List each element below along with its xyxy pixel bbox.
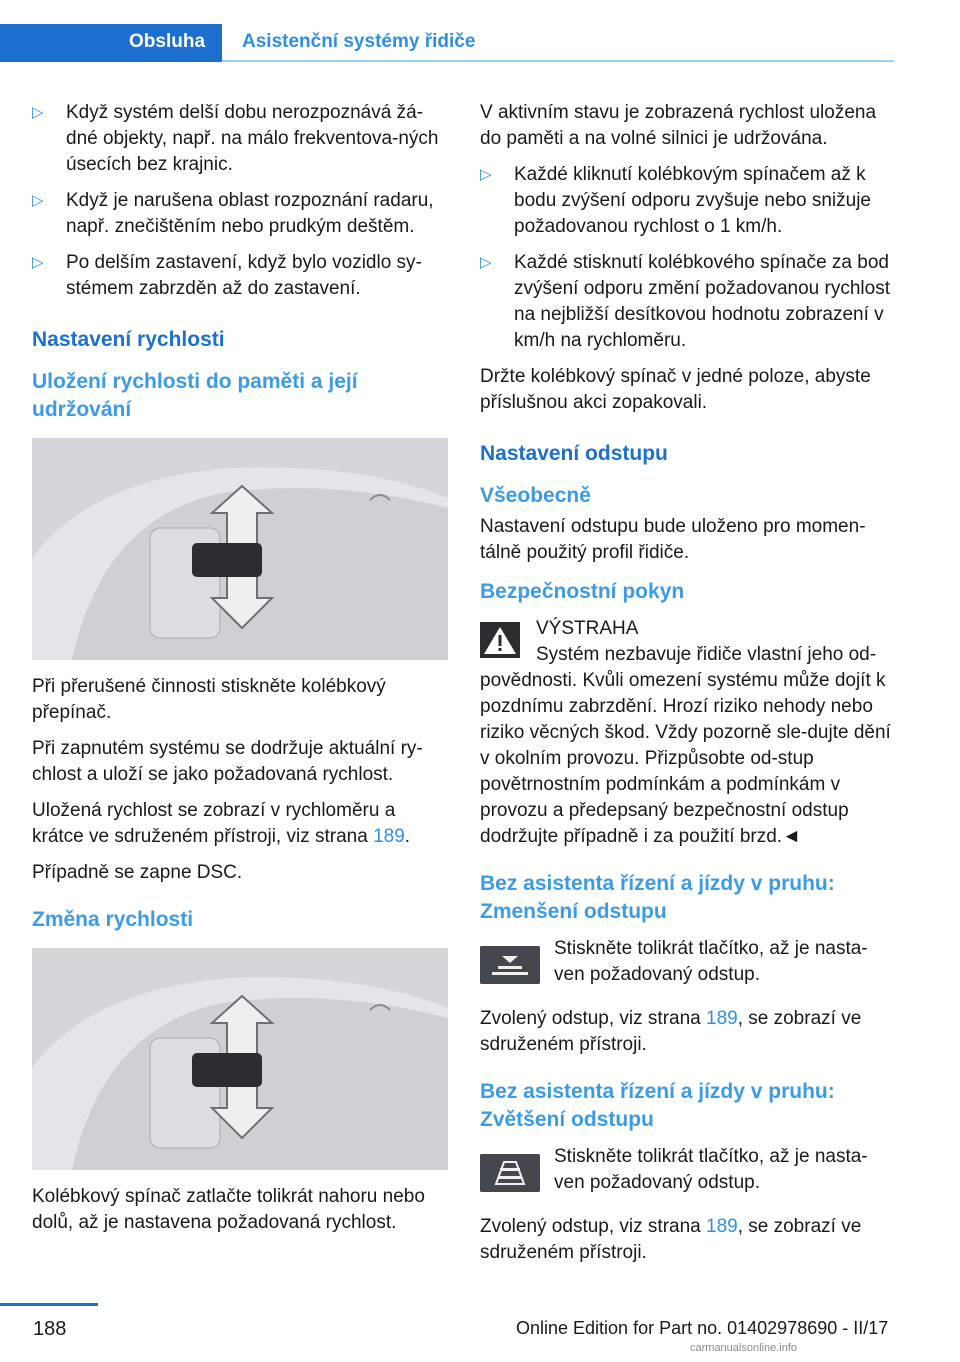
- heading-speed-setting: Nastavení rychlosti: [32, 328, 225, 351]
- triangle-bullet-icon: ▷: [480, 166, 492, 183]
- watermark: carmanualsonline.info: [690, 1342, 798, 1354]
- header-tab: [0, 24, 222, 62]
- steering-wheel-rocker-image: [32, 948, 448, 1170]
- reduce-distance-button-icon: [480, 946, 540, 984]
- heading-general: Všeobecně: [480, 484, 591, 507]
- page-link[interactable]: 189: [706, 1216, 738, 1237]
- increase-distance-button-icon: [480, 1154, 540, 1192]
- heading-distance-setting: Nastavení odstupu: [480, 442, 668, 465]
- left-column: ▷ Když systém delší dobu nerozpoznává žá-dné objekty, např. na málo frekventova-ných úsecích bez krajnic. ▷ Když je narušena oblast rozpoznání radaru, např. znečištěním nebo prudkým deštěm. ▷ Po delším zastavení, když bylo vozidlo sy-stémem zabrzděn až do zastavení. Nastavení rychlosti Uložení rychlosti do paměti a její udržování Při přerušené činnosti stiskněte kolébkový přepínač. Při zapnutém systému se dodržuje aktuální ry-chlost a uloží se jako požadovaná rychlost. Uložená rychlost se zobrazí v rychloměru a krátce ve sdruženém přístroji, viz strana 189. Případně se zapne DSC. Změna rychlosti Kolébkový spínač zatlačte tolikrát nahoru nebo dolů, až je nastavena požadovaná rychlost.: [32, 100, 450, 1246]
- heading-change-speed: Změna rychlosti: [32, 908, 194, 931]
- heading-store-speed: Uložení rychlosti do paměti a její udržování: [32, 370, 358, 421]
- warning-triangle-icon: [480, 622, 520, 658]
- triangle-bullet-icon: ▷: [32, 254, 44, 271]
- list-item: ▷ Když systém delší dobu nerozpoznává žá-dné objekty, např. na málo frekventova-ných úsecích bez krajnic.: [32, 102, 439, 175]
- list-item: ▷ Když je narušena oblast rozpoznání radaru, např. znečištěním nebo prudkým deštěm.: [32, 190, 434, 237]
- triangle-bullet-icon: ▷: [32, 104, 44, 121]
- heading-reduce-distance: Bez asistenta řízení a jízdy v pruhu: Zmenšení odstupu: [480, 872, 835, 923]
- list-item: ▷ Každé kliknutí kolébkovým spínačem až k bodu zvýšení odporu zvyšuje nebo snižuje požadovanou rychlost o 1 km/h.: [480, 164, 872, 237]
- heading-increase-distance: Bez asistenta řízení a jízdy v pruhu: Zvětšení odstupu: [480, 1080, 835, 1131]
- warning-text: Systém nezbavuje řidiče vlastní jeho od-povědnosti. Kvůli omezení systému může dojít k pozdnímu zabrzdění. Hrozí riziko nehody nebo riziko věcných škod. Vždy pozorně sle-dujte dění v okolním provozu. Přizpůsobte od-stup povětrnostním podmínkám a podmínkám v provozu a předepsaný bezpečnostní odstup dodržujte případně i za použití brzd.◄: [480, 644, 891, 847]
- header-rule: [222, 60, 894, 62]
- increase-distance-row: Stiskněte tolikrát tlačítko, až je nasta-ven požadovaný odstup.: [480, 1144, 898, 1196]
- triangle-bullet-icon: ▷: [32, 192, 44, 209]
- right-column: V aktivním stavu je zobrazená rychlost uložena do paměti a na volné silnici je udržována. ▷ Každé kliknutí kolébkovým spínačem až k bodu zvýšení odporu zvyšuje nebo snižuje požadovanou rychlost o 1 km/h. ▷ Každé stisknutí kolébkového spínače za bod zvýšení odporu změní požadovanou rychlost na nejbližší desítkovou hodnotu zobrazení v km/h na rychloměru. Držte kolébkový spínač v jedné poloze, abyste příslušnou akci zopakovali. Nastavení odstupu Všeobecně Nastavení odstupu bude uloženo pro momen-tálně použitý profil řidiče. Bezpečnostní pokyn VÝSTRAHA Systém nezbavuje řidiče vlastní jeho od-povědnosti. Kvůli omezení systému může dojít k pozdnímu zabrzdění. Hrozí riziko nehody nebo riziko věcných škod. Vždy pozorně sle-dujte dění v okolním provozu. Přizpůsobte od-stup povětrnostním podmínkám a podmínkám v provozu a předepsaný bezpečnostní odstup dodržujte případně i za použití brzd.◄ Bez asistenta řízení a jízdy v pruhu: Zmenšení odstupu Stiskněte tolikrát tlačítko, až je nasta-ven požadovaný odstup. Zvolený odstup, viz strana 189, se zobrazí ve sdruženém přístroji. Bez asistenta řízení a jízdy v pruhu: Zvětšení odstupu Stiskněte tolikrát tlačítko, až je nasta-ven požadovaný odstup. Zvolený odstup, viz strana 189, se zobrazí ve sdruženém přístroji.: [480, 100, 898, 1276]
- steering-wheel-rocker-image: [32, 438, 448, 660]
- header-tab-label: Obsluha: [129, 31, 206, 52]
- warning-block: [480, 616, 898, 666]
- footer-rule: [0, 1303, 98, 1306]
- list-item: ▷ Každé stisknutí kolébkového spínače za bod zvýšení odporu změní požadovanou rychlost na nejbližší desítkovou hodnotu zobrazení v km/h na rychloměru.: [480, 252, 890, 351]
- list-item: ▷ Po delším zastavení, když bylo vozidlo sy-stémem zabrzděn až do zastavení.: [32, 252, 422, 299]
- warning-title: VÝSTRAHA: [536, 618, 639, 639]
- heading-safety-note: Bezpečnostní pokyn: [480, 580, 685, 603]
- edition-text: Online Edition for Part no. 01402978690 - II/17: [516, 1318, 889, 1338]
- page-number: 188: [33, 1318, 67, 1340]
- reduce-distance-row: Stiskněte tolikrát tlačítko, až je nasta-ven požadovaný odstup.: [480, 936, 898, 988]
- triangle-bullet-icon: ▷: [480, 254, 492, 271]
- page-link[interactable]: 189: [706, 1008, 738, 1029]
- header-section-title: Asistenční systémy řidiče: [242, 31, 476, 52]
- page-link[interactable]: 189: [373, 826, 405, 847]
